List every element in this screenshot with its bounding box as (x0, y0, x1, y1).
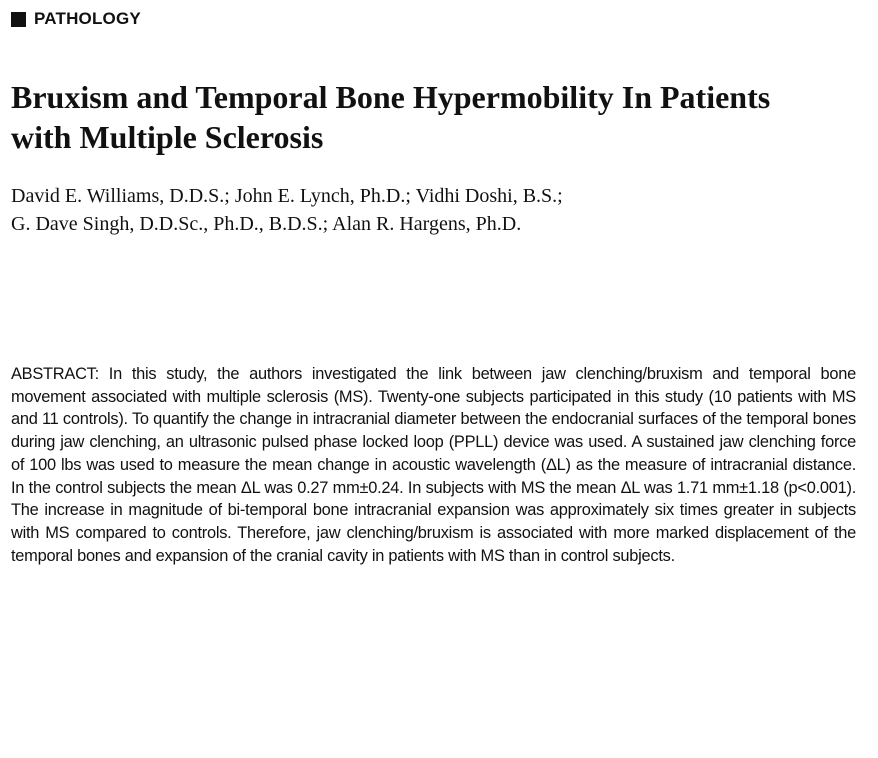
article-title-line-2: with Multiple Sclerosis (11, 119, 324, 155)
section-header (11, 9, 141, 29)
article-title-line-1: Bruxism and Temporal Bone Hypermobility In Patients (11, 79, 771, 115)
author-line-1: David E. Williams, D.D.S.; John E. Lynch, Ph.D.; Vidhi Doshi, B.S.; (11, 185, 563, 207)
article-title (11, 77, 871, 157)
author-line-2: G. Dave Singh, D.D.Sc., Ph.D., B.D.S.; Alan R. Hargens, Ph.D. (11, 213, 522, 235)
abstract-paragraph: ABSTRACT: In this study, the authors investigated the link between jaw clenching/bruxism and temporal bone movement associated with multiple sclerosis (MS). Twenty-one subjects participated in this study (10 patients with MS and 11 controls). To quantify the change in intracranial diameter between the endocranial surfaces of the temporal bones during jaw clenching, an ultrasonic pulsed phase locked loop (PPLL) device was used. A sustained jaw clenching force of 100 lbs was used to measure the mean change in acoustic wavelength (ΔL) as the measure of intracranial distance. In the control subjects the mean ΔL was 0.27 mm±0.24. In subjects with MS the mean ΔL was 1.71 mm±1.18 (p<0.001). The increase in magnitude of bi-temporal bone intracranial expansion was approximately six times greater in subjects with MS compared to controls. Therefore, jaw clenching/bruxism is associated with more marked displacement of the temporal bones and expansion of the cranial cavity in patients with MS than in control subjects. (11, 365, 856, 565)
author-list (11, 182, 871, 238)
section-label: PATHOLOGY (34, 9, 141, 28)
square-bullet-icon (11, 12, 26, 27)
